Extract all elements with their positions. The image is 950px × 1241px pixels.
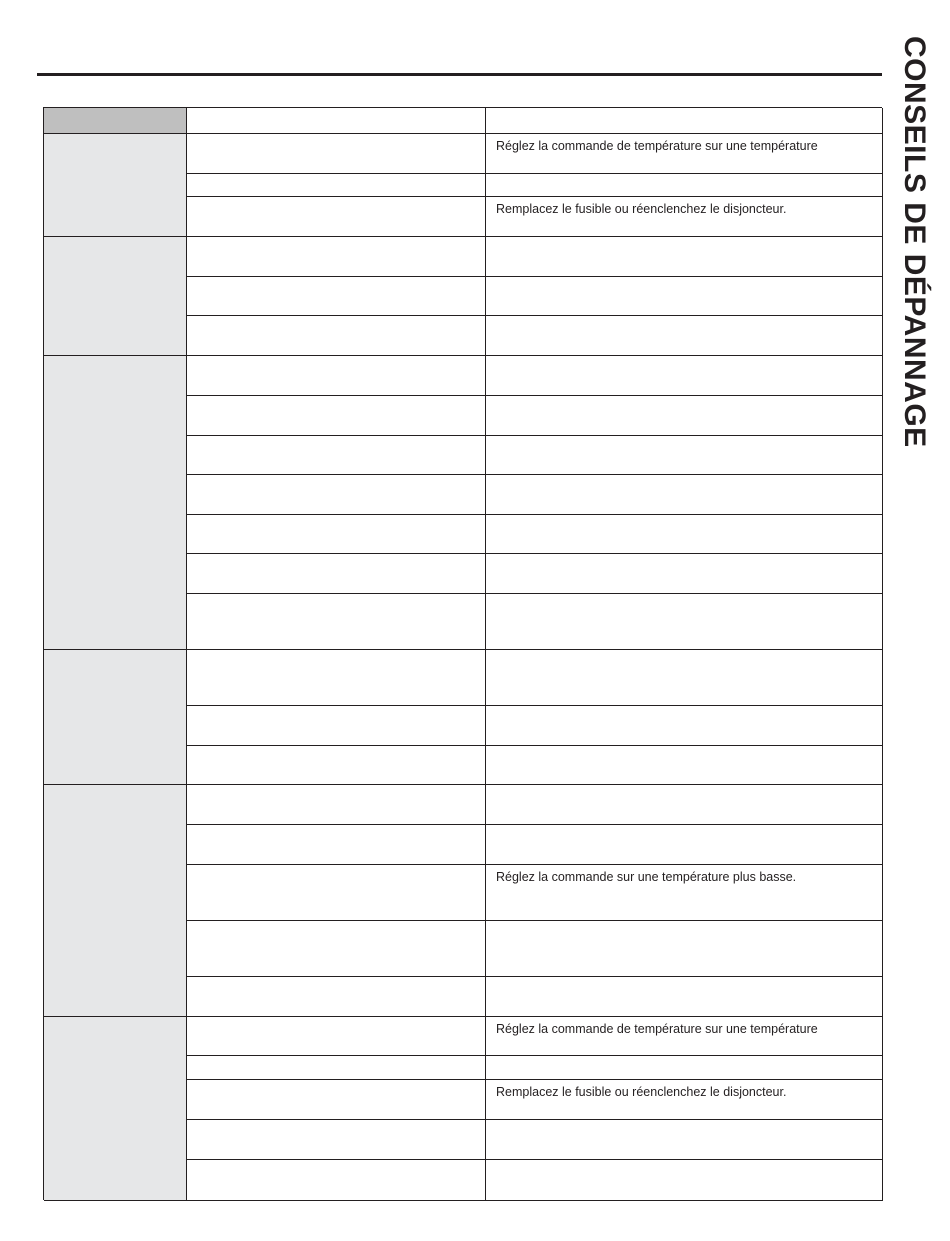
solution-cell: Réglez la commande de température sur une température: [486, 1017, 883, 1056]
header-problem-cell: [44, 108, 187, 134]
header-cause-cell: [187, 108, 486, 134]
top-rule: [37, 73, 882, 76]
solution-cell: [486, 174, 883, 197]
troubleshooting-table: [43, 107, 882, 1200]
cause-cell: [187, 921, 486, 977]
solution-cell: [486, 746, 883, 785]
solution-cell: [486, 594, 883, 650]
cause-cell: [187, 316, 486, 356]
solution-cell: [486, 1120, 883, 1160]
solution-cell: [486, 237, 883, 277]
solution-cell: [486, 277, 883, 316]
problem-cell: [44, 356, 187, 650]
solution-cell: Réglez la commande de température sur une température: [486, 134, 883, 174]
cause-cell: [187, 1080, 486, 1120]
problem-cell: [44, 785, 187, 1017]
solution-cell: [486, 706, 883, 746]
problem-cell: [44, 237, 187, 356]
cause-cell: [187, 554, 486, 594]
cause-cell: [187, 825, 486, 865]
solution-cell: [486, 316, 883, 356]
cause-cell: [187, 977, 486, 1017]
solution-cell: Réglez la commande sur une température plus basse.: [486, 865, 883, 921]
solution-cell: [486, 515, 883, 554]
cause-cell: [187, 785, 486, 825]
solution-cell: Remplacez le fusible ou réenclenchez le disjoncteur.: [486, 1080, 883, 1120]
solution-cell: [486, 1056, 883, 1080]
solution-cell: [486, 785, 883, 825]
cause-cell: [187, 650, 486, 706]
cause-cell: [187, 594, 486, 650]
cause-cell: [187, 1056, 486, 1080]
solution-cell: [486, 554, 883, 594]
cause-cell: [187, 475, 486, 515]
cause-cell: [187, 436, 486, 475]
header-solution-cell: [486, 108, 883, 134]
cause-cell: [187, 174, 486, 197]
section-title: CONSEILS DE DÉPANNAGE: [898, 36, 931, 448]
cause-cell: [187, 865, 486, 921]
cause-cell: [187, 1120, 486, 1160]
solution-cell: [486, 977, 883, 1017]
solution-cell: [486, 475, 883, 515]
problem-cell: [44, 134, 187, 237]
cause-cell: [187, 197, 486, 237]
cause-cell: [187, 706, 486, 746]
cause-cell: [187, 746, 486, 785]
solution-cell: [486, 650, 883, 706]
cause-cell: [187, 396, 486, 436]
cause-cell: [187, 515, 486, 554]
cause-cell: [187, 356, 486, 396]
solution-cell: [486, 356, 883, 396]
solution-cell: [486, 825, 883, 865]
solution-cell: [486, 921, 883, 977]
solution-cell: [486, 436, 883, 475]
solution-cell: [486, 1160, 883, 1201]
solution-cell: Remplacez le fusible ou réenclenchez le disjoncteur.: [486, 197, 883, 237]
problem-cell: [44, 650, 187, 785]
cause-cell: [187, 1160, 486, 1201]
cause-cell: [187, 134, 486, 174]
cause-cell: [187, 1017, 486, 1056]
cause-cell: [187, 277, 486, 316]
cause-cell: [187, 237, 486, 277]
problem-cell: [44, 1017, 187, 1201]
solution-cell: [486, 396, 883, 436]
